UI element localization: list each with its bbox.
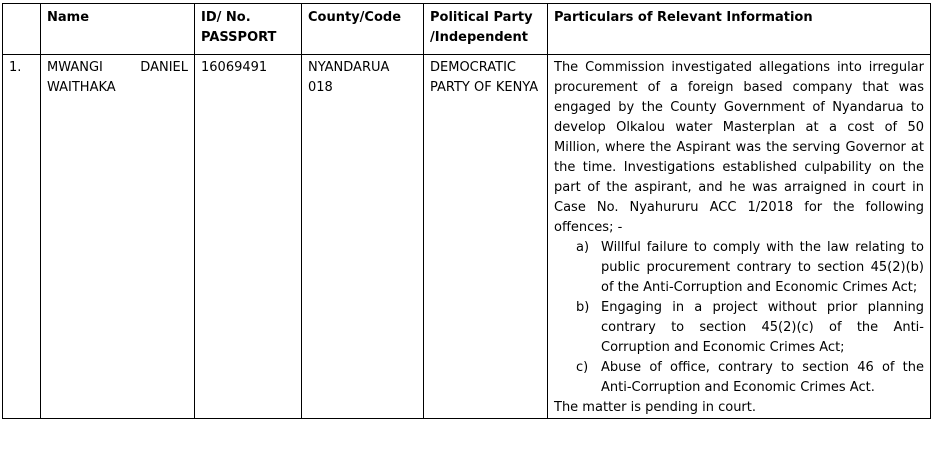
aspirant-county: NYANDARUA 018 <box>302 55 424 419</box>
offence-text: Engaging in a project without prior planning contrary to section 45(2)(c) of the Anti-Corruption and Economic Crimes Act; <box>601 300 924 355</box>
aspirant-id: 16069491 <box>195 55 302 419</box>
row-number: 1. <box>3 55 41 419</box>
particulars-cell <box>548 55 931 419</box>
header-party: Political Party /Independent <box>424 4 548 55</box>
header-name: Name <box>41 4 195 55</box>
header-county: County/Code <box>302 4 424 55</box>
particulars-conclusion: The matter is pending in court. <box>554 400 757 415</box>
offence-marker: a) <box>576 240 590 255</box>
offence-item <box>576 358 924 398</box>
aspirants-table <box>2 3 931 419</box>
header-particulars: Particulars of Relevant Information <box>548 4 931 55</box>
particulars-intro: The Commission investigated allegations into irregular procurement of a foreign based company that was engaged by the County Government of Nyandarua to develop Olkalou water Masterplan at a cost of 50 Million, where the Aspirant was the serving Governor at the time. Investigations established culpability on the part of the aspirant, and he was arraigned in court in Case No. Nyahururu ACC 1/2018 for the following offences; - <box>554 60 924 235</box>
offence-list <box>554 238 924 398</box>
offence-text: Abuse of office, contrary to section 46 of the Anti-Corruption and Economic Crimes Act. <box>601 360 924 395</box>
offence-marker: b) <box>576 300 590 315</box>
aspirant-name: MWANGI DANIEL WAITHAKA <box>41 55 195 419</box>
aspirant-party: DEMOCRATIC PARTY OF KENYA <box>424 55 548 419</box>
offence-marker: c) <box>576 360 589 375</box>
table-row <box>3 55 931 419</box>
header-id: ID/ No. PASSPORT <box>195 4 302 55</box>
offence-item <box>576 298 924 358</box>
offence-text: Willful failure to comply with the law relating to public procurement contrary to section 45(2)(b) of the Anti-Corruption and Economic Crimes Act; <box>601 240 924 295</box>
offence-item <box>576 238 924 298</box>
table-header-row <box>3 4 931 55</box>
header-number <box>3 4 41 55</box>
